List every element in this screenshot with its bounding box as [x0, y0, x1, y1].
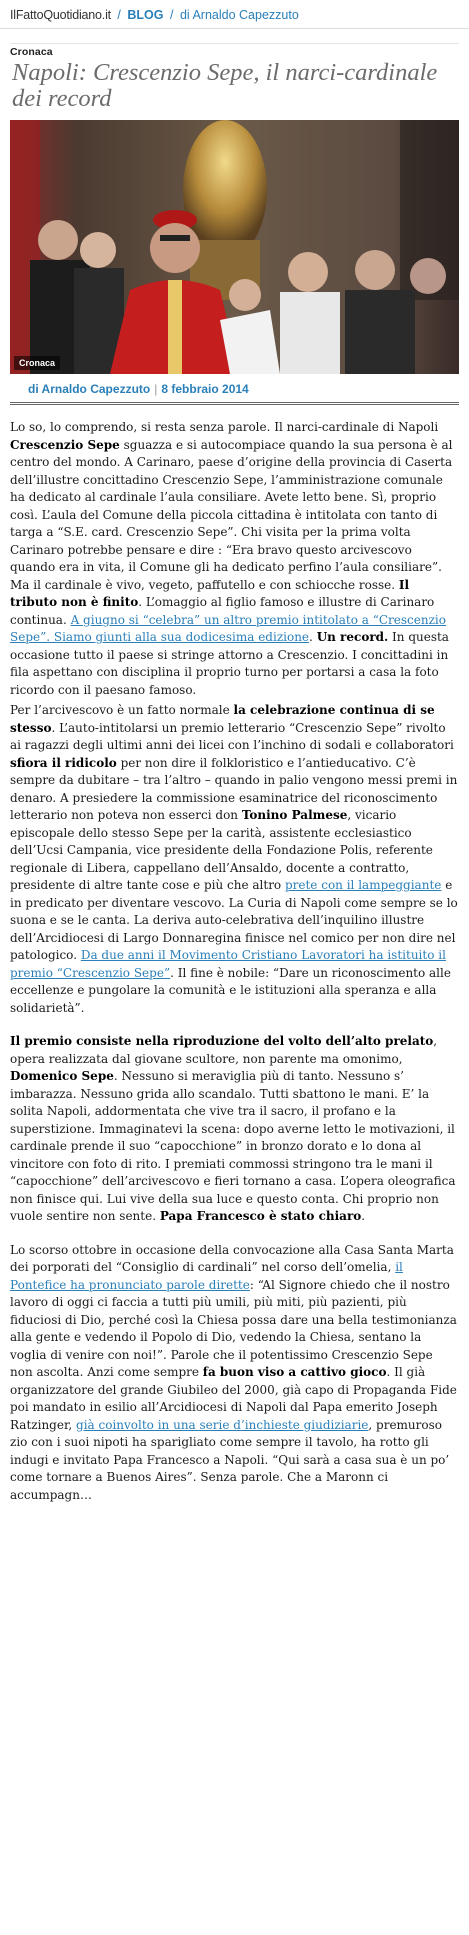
article-paragraph: [10, 702, 459, 1017]
byline-separator: |: [154, 382, 158, 396]
text-run: . Il fine è nobile: “Dare un riconoscimento alle eccellenze e pungolare la comunità e le istituzioni alla speranza e alla solidarietà”.: [10, 965, 451, 1015]
text-run: , vicario episcopale dello stesso Sepe per la carità, assistente ecclesiastico dell’Ucsi Campania, vice presidente della Fondazione Polis, referente regionale di Libera, cappellano dell’Ansaldo, docente a contratto, presidente di altre tante cose e più che altro: [10, 808, 433, 892]
text-run: per non dire il folkloristico e l’antieducativo. C’è sempre da dubitare – tra l’altro – quando in palio vengono messi premi in denaro. A presiedere la commissione esaminatrice del riconoscimento letterario non poteva non esserci don: [10, 755, 458, 822]
bold-text: la celebrazione continua di se stesso: [10, 703, 435, 735]
text-run: e in predicato per diventare vescovo. La Curia di Napoli come sempre se lo suona e se le canta. La deriva auto-celebrativa dell’inquilino illustre dell’Arcidiocesi di Largo Donnaregina finisce nel comico per non dire nel patologico.: [10, 878, 458, 962]
bold-text: Il tributo non è finito: [10, 577, 410, 609]
hero-photo: [10, 120, 459, 374]
article-body: [10, 419, 459, 1504]
text-run: : “Al Signore chiedo che il nostro lavoro di oggi ci faccia a tutti più umili, più miti, più pazienti, più fiduciosi di Dio, perché così la Chiesa possa dare una bella testimonianza alla gente e vedendo il Popolo di Dio, vedendo la Chiesa, sentano la voglia di venire con noi!”. Parole che il potentissimo Crescenzio Sepe non ascolta. Anzi come sempre: [10, 1277, 457, 1379]
site-logo[interactable]: IlFattoQuotidiano.it: [10, 8, 111, 22]
page-title: Napoli: Crescenzio Sepe, il narci-cardinale dei record: [12, 59, 438, 112]
inline-link[interactable]: A giugno si “celebra” un altro premio intitolato a “Crescenzio Sepe”. Siamo giunti alla sua dodicesima edizione: [10, 612, 446, 644]
text-run: Per l’arcivescovo è un fatto normale: [10, 703, 234, 717]
text-run: . Nessuno si meraviglia più di tanto. Nessuno s’ imbarazza. Nessuno grida allo scandalo. Tutti sbattono le mani. E’ la solita Napoli, addormentata che vive tra il sacro, il profano e la superstizione. Immaginatevi la scena: dopo averne letto le motivazioni, il cardinale prende il suo “capocchione” in bronzo dorato e lo dona al vincitore con foto di rito. I premiati commossi stringono tra le mani il “capocchione” dell’arcivescovo e fieri tornano a casa. L’opera oleografica non finisce qui. Lui vive della sua luce e questo conta. Chi proprio non vuole sentire non sente.: [10, 1069, 456, 1223]
text-run: . L’omaggio al figlio famoso e illustre di Carinaro continua.: [10, 595, 435, 627]
text-run: sguazza e si autocompiace quando la sua persona è al centro del mondo. A Carinaro, paese d’origine della provincia di Caserta dell’illustre concittadino Crescenzio Sepe, l’amministrazione comunale ha dedicato al cardinale l’aula consiliare. Avete letto bene. Sì, proprio così. L’aula del Comune della piccola cittadina è intitolata con tanto di targa a “S.E. card. Crescenzio Sepe”. Chi visita per la prima volta Carinaro potrebbe pensare e dire : “Era bravo questo arcivescovo quando era in vita, il Comune gli ha dedicato perfino l’aula consiliare”. Ma il cardinale è vivo, vegeto, paffutello e con schiocche rosse.: [10, 437, 453, 592]
header-author-link[interactable]: di Arnaldo Capezzuto: [179, 8, 299, 22]
text-run: In questa occasione tutto il paese si stringe attorno a Crescenzio. I concittadini in fila aspettano con disciplina il proprio turno per portarsi a casa la foto ricordo con il paesano famoso.: [10, 630, 449, 697]
article-paragraph: [10, 419, 459, 699]
bold-text: Crescenzio Sepe: [10, 437, 120, 452]
hero-caption: Cronaca: [14, 356, 60, 370]
text-run: Lo so, lo comprendo, si resta senza parole. Il narci-cardinale di Napoli: [10, 420, 439, 434]
section-label[interactable]: Cronaca: [10, 43, 459, 58]
breadcrumb-separator: /: [117, 8, 121, 22]
hero-image: [10, 120, 459, 374]
bold-text: fa buon viso a cattivo gioco: [202, 1365, 387, 1379]
text-run: Lo scorso ottobre in occasione della convocazione alla Casa Santa Marta dei porporati del “Consiglio di cardinali” nel corso dell’omelia,: [10, 1242, 454, 1274]
blog-link[interactable]: BLOG: [127, 8, 164, 22]
byline: [10, 382, 459, 405]
inline-link[interactable]: prete con il lampeggiante: [284, 878, 442, 892]
breadcrumb-separator: /: [169, 8, 174, 22]
bold-text: sfiora il ridicolo: [10, 755, 117, 770]
text-run: , premuroso zio con i suoi nipoti ha sparigliato come sempre il tavolo, ha rotto gli indugi e invitato Papa Francesco a Napoli. “Qui sarà a casa sua è un po’ come tornare a Buenos Aires”. Senza parole. Che a Maronn ci accumpagn…: [10, 1417, 450, 1502]
inline-link[interactable]: il Pontefice ha pronunciato parole dirette: [10, 1260, 403, 1292]
text-run: . Il già organizzatore del grande Giubileo del 2000, già capo di Propaganda Fide poi mandato in esilio all’Arcidiocesi di Napoli dal Papa emerito Joseph Ratzinger,: [10, 1365, 457, 1432]
bold-text: Tonino Palmese: [241, 808, 348, 822]
bold-text: Domenico Sepe: [10, 1069, 114, 1083]
text-run: .: [361, 1209, 366, 1223]
text-run: .: [309, 630, 317, 644]
inline-link[interactable]: Da due anni il Movimento Cristiano Lavoratori ha istituito il premio “Crescenzio Sepe”: [10, 948, 446, 980]
byline-date: 8 febbraio 2014: [161, 382, 249, 396]
bold-text: Papa Francesco è stato chiaro: [159, 1209, 362, 1223]
text-run: . L’auto-intitolarsi un premio letterario “Crescenzio Sepe” rivolto ai ragazzi degli ultimi anni dei licei con l’inchino di sodali e collaboratori: [10, 720, 454, 752]
site-header: [0, 0, 469, 29]
bold-text: Un record.: [316, 630, 389, 644]
article-paragraph: [10, 1033, 459, 1226]
text-run: , opera realizzata dal giovane scultore, non parente ma omonimo,: [10, 1034, 438, 1066]
bold-text: Il premio consiste nella riproduzione del volto dell’alto prelato: [10, 1034, 434, 1048]
byline-author[interactable]: di Arnaldo Capezzuto: [28, 382, 151, 396]
article-paragraph: [10, 1242, 459, 1505]
inline-link[interactable]: già coinvolto in una serie d’inchieste giudiziarie: [76, 1417, 369, 1432]
